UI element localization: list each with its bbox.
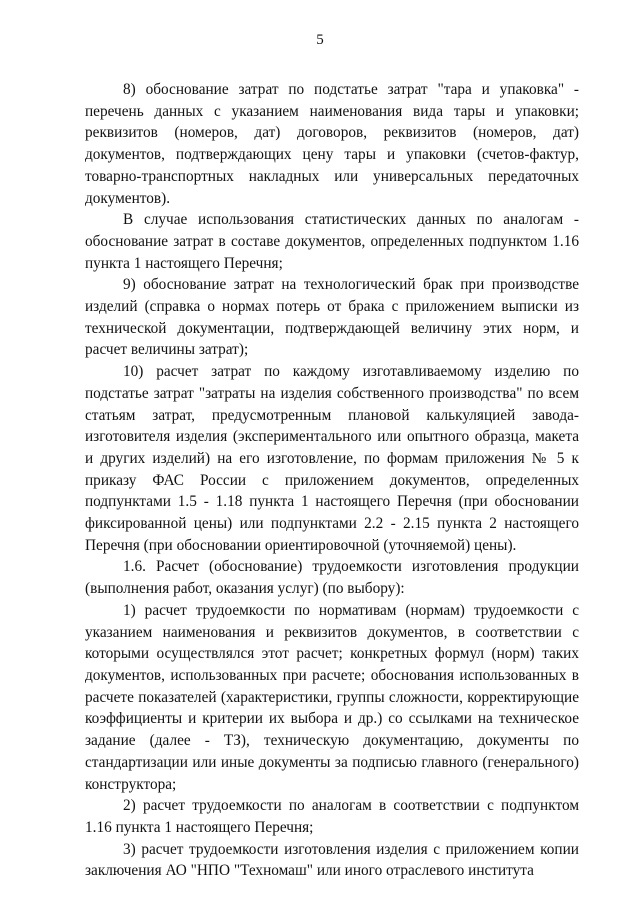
paragraph-labor-conclusion: 3) расчет трудоемкости изготовления изделия с приложением копии заключения АО "НПО "Техномаш" или иного отраслевого института [85,840,579,880]
paragraph-item-9-defects: 9) обоснование затрат на технологический брак при производстве изделий (справка о нормах потерь от брака с приложением выписки из технической документации, подтверждающей величину этих норм, и расчет величины затрат); [85,276,579,359]
paragraph-item-8-packaging: 8) обоснование затрат по подстатье затрат "тара и упаковка" - перечень данных с указанием наименования вида тары и упаковки; реквизитов (номеров, дат) договоров, реквизитов (номеров, дат) документов, подтверждающих цену тары и упаковки (счетов-фактур, товарно-транспортных накладных или универсальных передаточных документов). [85,81,579,207]
page-number: 5 [316,32,324,48]
document-body [85,79,579,882]
paragraph-statistical-data: В случае использования статистических данных по аналогам - обоснование затрат в составе документов, определенных подпунктом 1.16 пункта 1 настоящего Перечня; [85,211,579,272]
paragraph-labor-norms: 1) расчет трудоемкости по нормативам (нормам) трудоемкости с указанием наименования и реквизитов документов, в соответствии с которыми осуществлялся этот расчет; конкретных формул (норм) таких документов, использованных при расчете; обоснования использованных в расчете показателей (характеристики, группы сложности, корректирующие коэффициенты и критерии их выбора и др.) со ссылками на техническое задание (далее - ТЗ), техническую документацию, документы по стандартизации или иные документы за подписью главного (генерального) конструктора; [85,601,579,793]
paragraph-labor-analogs: 2) расчет трудоемкости по аналогам в соответствии с подпунктом 1.16 пункта 1 настоящего Перечня; [85,797,579,836]
paragraph-section-1-6: 1.6. Расчет (обоснование) трудоемкости изготовления продукции (выполнения работ, оказания услуг) (по выбору): [85,558,579,598]
paragraph-item-10-own-production: 10) расчет затрат по каждому изготавливаемому изделию по подстатье затрат "затраты на изделия собственного производства" по всем статьям затрат, предусмотренным плановой калькуляцией завода-изготовителя изделия (экспериментального или опытного образца, макета и других изделий) на его изготовление, по формам приложения № 5 к приказу ФАС России с приложением документов, определенных подпунктами 1.5 - 1.18 пункта 1 настоящего Перечня (при обосновании фиксированной цены) или подпунктами 2.2 - 2.15 пункта 2 настоящего Перечня (при обосновании ориентировочной (уточняемой) цены). [85,363,579,554]
